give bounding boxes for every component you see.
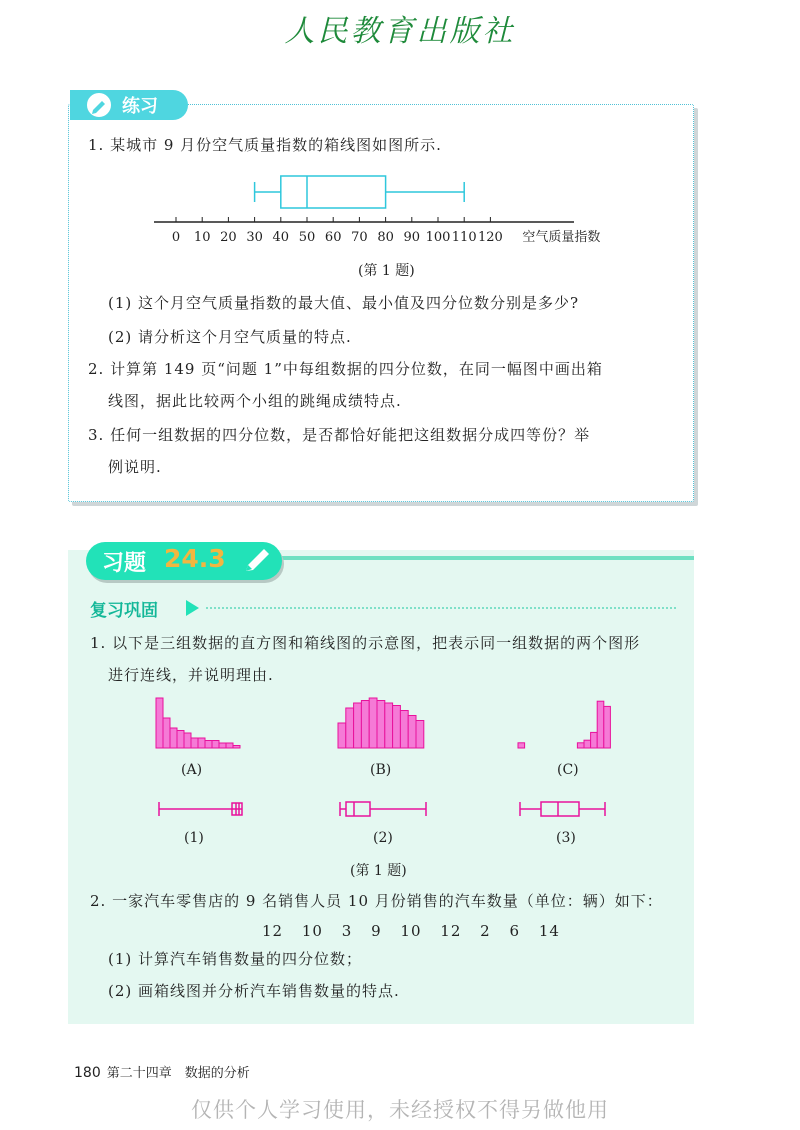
tick-label: 80 — [377, 230, 394, 245]
histogram-a — [150, 694, 250, 750]
tick-label: 100 — [425, 230, 451, 245]
exercise-q2-sub2: (2) 画箱线图并分析汽车销售数量的特点. — [108, 982, 400, 1000]
hist-label-a: (A) — [181, 762, 203, 778]
histogram-bar — [604, 706, 611, 748]
histogram-bar — [400, 711, 408, 749]
histogram-bar — [354, 703, 362, 748]
histogram-b — [334, 694, 434, 750]
box-label-1: (1) — [184, 830, 204, 846]
watermark: 仅供个人学习使用，未经授权不得另做他用 — [191, 1098, 609, 1122]
exercise-number: 24.3 — [164, 544, 226, 573]
histogram-bar — [219, 743, 226, 748]
histogram-bar — [198, 738, 205, 748]
tick-label: 120 — [477, 230, 503, 245]
practice-q2-line2: 线图，据此比较两个小组的跳绳成绩特点. — [108, 392, 402, 410]
histogram-bar — [416, 721, 424, 749]
histogram-bar — [338, 723, 346, 748]
tick-label: 110 — [451, 230, 477, 245]
exercise-q1-line2: 进行连线，并说明理由. — [108, 666, 274, 684]
exercise-title: 习题 — [102, 551, 147, 576]
hist-label-c: (C) — [557, 762, 579, 778]
histogram-bar — [393, 706, 401, 749]
histogram-bar — [361, 701, 369, 749]
sales-value: 2 — [480, 922, 491, 940]
histogram-bar — [184, 733, 191, 748]
subsection-dotted-rule — [206, 607, 676, 609]
tick-label: 90 — [403, 230, 421, 245]
histogram-bar — [156, 698, 163, 748]
histogram-bar — [377, 701, 385, 749]
sales-value: 6 — [509, 922, 521, 940]
page-number: 180 — [74, 1065, 101, 1081]
histogram-c — [514, 694, 614, 750]
exercise-q1-caption: (第 1 题) — [350, 863, 407, 879]
sales-value: 10 — [301, 922, 323, 940]
practice-q1-sub1: (1) 这个月空气质量指数的最大值、最小值及四分位数分别是多少? — [108, 294, 580, 312]
histogram-bar — [170, 728, 177, 748]
histogram-bar — [591, 732, 598, 748]
histogram-bar — [233, 746, 240, 749]
histogram-bar — [369, 698, 377, 748]
axis-label: 空气质量指数 — [522, 230, 601, 245]
tick-label: 40 — [272, 230, 290, 245]
histogram-bar — [191, 738, 198, 748]
air-quality-boxplot — [150, 166, 630, 250]
histogram-bar — [226, 743, 233, 748]
practice-q3-line1: 3. 任何一组数据的四分位数，是否都恰好能把这组数据分成四等份？举 — [88, 426, 591, 444]
pencil-icon — [240, 545, 276, 577]
exercise-q2-text: 2. 一家汽车零售店的 9 名销售人员 10 月份销售的汽车数量（单位：辆）如下： — [90, 892, 663, 910]
histogram-bar — [212, 741, 219, 749]
practice-q1-text: 1. 某城市 9 月份空气质量指数的箱线图如图所示. — [88, 136, 442, 154]
sales-value: 9 — [371, 922, 382, 940]
subsection-title: 复习巩固 — [90, 601, 158, 621]
sales-value: 12 — [440, 922, 462, 940]
sales-value: 12 — [262, 922, 284, 940]
small-boxplots — [150, 796, 610, 822]
page-footer — [74, 1062, 250, 1081]
sales-value: 3 — [341, 922, 353, 940]
box-label-2: (2) — [373, 830, 393, 846]
histogram-bar — [518, 743, 525, 748]
tick-label: 70 — [351, 230, 368, 245]
practice-q1-sub2: (2) 请分析这个月空气质量的特点. — [108, 328, 352, 346]
box — [281, 176, 386, 208]
practice-q3-line2: 例说明. — [108, 458, 162, 476]
histogram-bar — [385, 703, 393, 748]
exercise-header-rule — [280, 556, 694, 560]
histogram-bar — [597, 701, 604, 748]
tick-label: 20 — [220, 230, 237, 245]
histogram-bar — [577, 743, 584, 748]
tick-label: 50 — [298, 230, 316, 245]
histogram-bar — [584, 740, 591, 748]
practice-title: 练习 — [122, 96, 158, 117]
box-label-3: (3) — [556, 830, 576, 846]
histogram-bar — [163, 718, 170, 748]
subsection-arrow-icon — [186, 600, 199, 616]
exercise-q2-sub1: (1) 计算汽车销售数量的四分位数； — [108, 950, 363, 968]
hist-label-b: (B) — [370, 762, 392, 778]
histogram-bar — [177, 731, 184, 749]
tick-label: 60 — [324, 230, 342, 245]
tick-label: 30 — [246, 230, 263, 245]
histogram-bar — [205, 741, 212, 749]
practice-q2-line1: 2. 计算第 149 页“问题 1”中每组数据的四分位数，在同一幅图中画出箱 — [88, 360, 603, 378]
publisher-logo: 人民教育出版社 — [284, 14, 516, 49]
sales-data-row — [262, 920, 560, 942]
sales-value: 10 — [400, 922, 422, 940]
exercise-q1-line1: 1. 以下是三组数据的直方图和箱线图的示意图，把表示同一组数据的两个图形 — [90, 634, 641, 652]
histogram-bar — [346, 708, 354, 748]
chapter-title: 第二十四章 数据的分析 — [106, 1066, 250, 1081]
practice-q1-caption: (第 1 题) — [358, 263, 415, 279]
tick-label: 0 — [171, 230, 181, 245]
practice-pencil-icon — [84, 90, 114, 120]
sales-value: 14 — [538, 922, 560, 940]
histogram-bar — [408, 716, 416, 749]
tick-label: 10 — [193, 230, 211, 245]
